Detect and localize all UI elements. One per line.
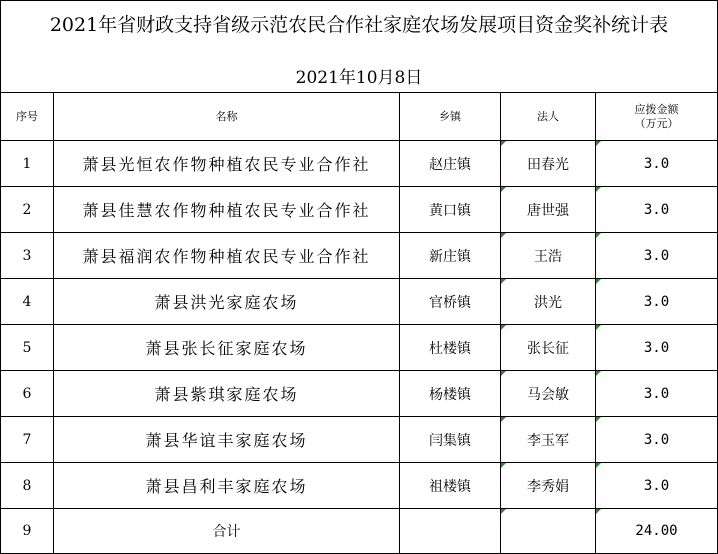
- row-amount-cell[interactable]: 3.0: [596, 325, 718, 371]
- table-row: [1, 187, 718, 233]
- table-date: 2021年10月8日: [295, 68, 423, 88]
- title-block: [0, 0, 718, 93]
- header-amount-line2: （万元）: [634, 116, 679, 130]
- total-label-cell[interactable]: 合计: [54, 509, 400, 554]
- row-rep-cell[interactable]: 洪光: [501, 279, 596, 325]
- row-index-cell[interactable]: 6: [1, 371, 54, 417]
- row-index-cell[interactable]: 5: [1, 325, 54, 371]
- row-town-cell[interactable]: 祖楼镇: [400, 463, 501, 509]
- row-name-cell[interactable]: 萧县福润农作物种植农民专业合作社: [54, 233, 400, 279]
- row-amount-cell[interactable]: 3.0: [596, 233, 718, 279]
- total-amount-cell[interactable]: 24.00: [596, 509, 718, 554]
- row-name-cell[interactable]: 萧县佳慧农作物种植农民专业合作社: [54, 187, 400, 233]
- table-row: [1, 233, 718, 279]
- header-town[interactable]: 乡镇: [400, 93, 501, 141]
- row-name-cell[interactable]: 萧县洪光家庭农场: [54, 279, 400, 325]
- total-rep-cell[interactable]: [501, 509, 596, 554]
- header-index[interactable]: 序号: [1, 93, 54, 141]
- row-amount-cell[interactable]: 3.0: [596, 141, 718, 187]
- row-town-cell[interactable]: 杜楼镇: [400, 325, 501, 371]
- row-rep-cell[interactable]: 王浩: [501, 233, 596, 279]
- row-amount-cell[interactable]: 3.0: [596, 371, 718, 417]
- row-amount-cell[interactable]: 3.0: [596, 279, 718, 325]
- table-row: [1, 463, 718, 509]
- row-town-cell[interactable]: 杨楼镇: [400, 371, 501, 417]
- row-amount-cell[interactable]: 3.0: [596, 463, 718, 509]
- total-row: [1, 509, 718, 554]
- header-amount-line1: 应拨金额: [634, 102, 679, 116]
- row-rep-cell[interactable]: 马会敏: [501, 371, 596, 417]
- funding-table: [0, 92, 718, 554]
- row-town-cell[interactable]: 闫集镇: [400, 417, 501, 463]
- row-amount-cell[interactable]: 3.0: [596, 417, 718, 463]
- row-index-cell[interactable]: 8: [1, 463, 54, 509]
- row-name-cell[interactable]: 萧县紫琪家庭农场: [54, 371, 400, 417]
- row-rep-cell[interactable]: 田春光: [501, 141, 596, 187]
- row-rep-cell[interactable]: 张长征: [501, 325, 596, 371]
- table-row: [1, 325, 718, 371]
- header-name[interactable]: 名称: [54, 93, 400, 141]
- header-row: [1, 93, 718, 141]
- header-rep[interactable]: 法人: [501, 93, 596, 141]
- row-town-cell[interactable]: 新庄镇: [400, 233, 501, 279]
- row-index-cell[interactable]: 4: [1, 279, 54, 325]
- row-town-cell[interactable]: 赵庄镇: [400, 141, 501, 187]
- total-index-cell[interactable]: 9: [1, 509, 54, 554]
- header-amount[interactable]: [596, 93, 718, 141]
- row-index-cell[interactable]: 2: [1, 187, 54, 233]
- row-rep-cell[interactable]: 李秀娟: [501, 463, 596, 509]
- table-row: [1, 417, 718, 463]
- row-index-cell[interactable]: 1: [1, 141, 54, 187]
- row-rep-cell[interactable]: 唐世强: [501, 187, 596, 233]
- row-name-cell[interactable]: 萧县张长征家庭农场: [54, 325, 400, 371]
- row-rep-cell[interactable]: 李玉军: [501, 417, 596, 463]
- row-amount-cell[interactable]: 3.0: [596, 187, 718, 233]
- row-name-cell[interactable]: 萧县光恒农作物种植农民专业合作社: [54, 141, 400, 187]
- row-name-cell[interactable]: 萧县华谊丰家庭农场: [54, 417, 400, 463]
- table-title: 2021年省财政支持省级示范农民合作社家庭农场发展项目资金奖补统计表: [49, 14, 669, 36]
- table-row: [1, 279, 718, 325]
- row-name-cell[interactable]: 萧县昌利丰家庭农场: [54, 463, 400, 509]
- table-row: [1, 141, 718, 187]
- row-town-cell[interactable]: 官桥镇: [400, 279, 501, 325]
- table-row: [1, 371, 718, 417]
- total-town-cell[interactable]: [400, 509, 501, 554]
- row-index-cell[interactable]: 3: [1, 233, 54, 279]
- row-index-cell[interactable]: 7: [1, 417, 54, 463]
- row-town-cell[interactable]: 黄口镇: [400, 187, 501, 233]
